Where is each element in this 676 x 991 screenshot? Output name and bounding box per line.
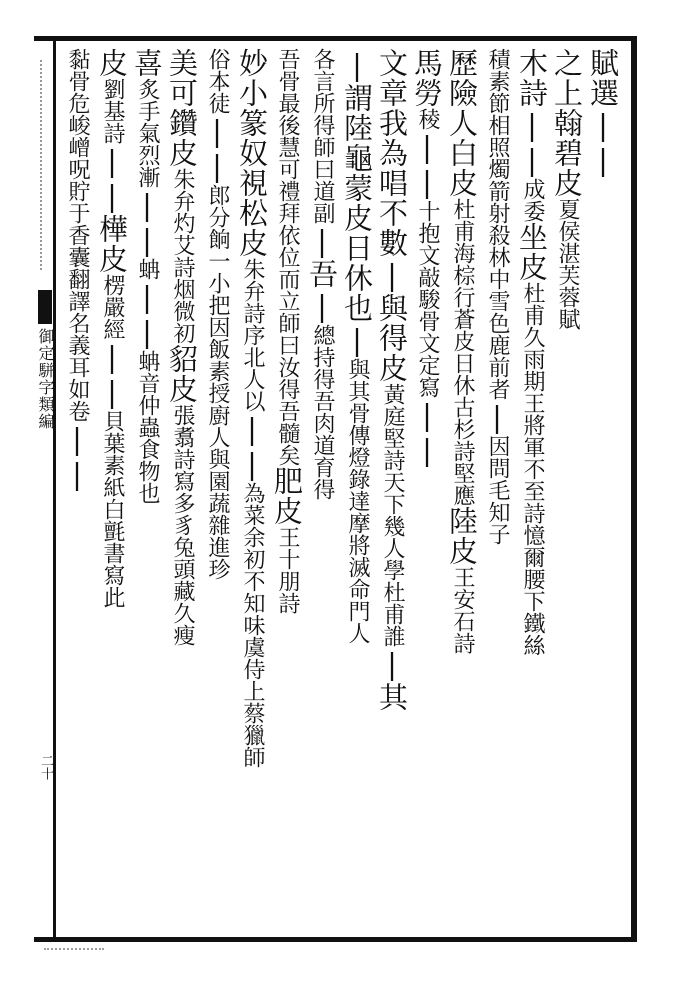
main-text: 文章我為唱不數 bbox=[375, 48, 409, 258]
main-text: | bbox=[305, 289, 339, 324]
main-text: 皮 bbox=[95, 48, 129, 78]
text-column bbox=[480, 48, 515, 930]
annotation-text: 上蔡獵師 bbox=[240, 680, 265, 768]
main-text: | bbox=[410, 130, 444, 165]
annotation-text: 各言所得師曰道副 bbox=[310, 48, 335, 224]
main-text: 肥皮 bbox=[270, 466, 304, 526]
annotation-text: 張翥詩寫多豸兔頭藏久瘦 bbox=[170, 404, 195, 646]
main-text: 鑽皮 bbox=[165, 108, 199, 168]
main-text: | bbox=[130, 188, 164, 223]
text-column bbox=[550, 48, 585, 930]
text-column bbox=[305, 48, 340, 930]
main-text: | bbox=[130, 223, 164, 258]
main-text: 其 bbox=[375, 682, 409, 712]
annotation-text: 因問毛知子 bbox=[485, 435, 510, 545]
main-text: | bbox=[586, 108, 620, 143]
main-text: | bbox=[410, 165, 444, 200]
main-text: | bbox=[515, 108, 549, 143]
text-column bbox=[200, 48, 235, 930]
annotation-text: 皮日休古杉詩堅應 bbox=[450, 330, 475, 506]
text-column bbox=[165, 48, 200, 930]
annotation-text: 杜甫海棕行蒼 bbox=[450, 198, 475, 330]
main-text: 陸皮 bbox=[445, 506, 479, 566]
annotation-text: 十抱文 bbox=[415, 200, 440, 266]
annotation-text: 朱弁詩序北人以 bbox=[240, 258, 265, 412]
text-column bbox=[60, 48, 95, 930]
annotation-text: 稜 bbox=[415, 108, 440, 130]
main-text: | bbox=[515, 143, 549, 178]
annotation-text: 王十朋詩 bbox=[275, 526, 300, 614]
annotation-text: 成委 bbox=[520, 178, 545, 222]
annotation-text: 夏侯湛芙蓉賦 bbox=[555, 198, 580, 330]
annotation-text: 郎分餉一小把因飯素授廚人與園蔬雜進珍 bbox=[205, 184, 230, 580]
main-text: 吾 bbox=[305, 259, 339, 289]
annotation-text: 與其骨傳燈錄達摩將滅命門人 bbox=[345, 358, 370, 644]
main-text: 喜 bbox=[130, 48, 164, 78]
main-text: | bbox=[130, 315, 164, 350]
annotation-text: 杜甫久雨期王將軍不至詩憶爾腰下鐵絲 bbox=[520, 282, 545, 656]
text-column bbox=[515, 48, 550, 930]
margin-rule bbox=[40, 60, 52, 270]
annotation-text: 黃庭堅詩天下幾人學杜甫誰 bbox=[380, 383, 405, 647]
main-text: | bbox=[95, 179, 129, 214]
main-text: | bbox=[340, 48, 374, 83]
annotation-text: 總持得吾肉道育得 bbox=[310, 324, 335, 500]
main-text: | bbox=[410, 398, 444, 433]
page-edge-mark bbox=[44, 948, 104, 962]
main-text: | bbox=[95, 375, 129, 410]
text-column bbox=[340, 48, 375, 930]
main-text: | bbox=[305, 224, 339, 259]
main-text: 之上翰 bbox=[550, 48, 584, 138]
text-column bbox=[375, 48, 410, 930]
annotation-text: 敲駿骨文定寫 bbox=[415, 266, 440, 398]
main-text: 貂皮 bbox=[165, 344, 199, 404]
annotation-text: 黏骨危峻嶒 bbox=[65, 48, 90, 158]
text-column bbox=[235, 48, 270, 930]
annotation-text: 朱弁灼艾詩烟微初 bbox=[170, 168, 195, 344]
main-text: | bbox=[60, 457, 94, 492]
text-area bbox=[60, 48, 620, 930]
main-text: 馬勞 bbox=[410, 48, 444, 108]
annotation-text: 俗本徒 bbox=[205, 48, 230, 114]
main-text: 木詩 bbox=[515, 48, 549, 108]
annotation-text: 王安石詩 bbox=[450, 566, 475, 654]
main-text: | bbox=[586, 143, 620, 178]
text-column bbox=[95, 48, 130, 930]
annotation-text: 箭射殺林中雪色鹿前者 bbox=[485, 180, 510, 400]
annotation-text: 楞嚴經 bbox=[100, 274, 125, 340]
margin-book-title: 御定駢字類編 bbox=[36, 328, 55, 430]
margin-folio-number: 二十 bbox=[38, 754, 53, 780]
main-text: 白皮 bbox=[445, 138, 479, 198]
annotation-text: 貝葉素紙白氈書寫此 bbox=[100, 410, 125, 608]
annotation-text: 蚺 bbox=[135, 258, 160, 280]
main-text: | bbox=[480, 400, 514, 435]
main-text: | bbox=[375, 258, 409, 293]
main-text: | bbox=[60, 422, 94, 457]
main-text: | bbox=[95, 340, 129, 375]
main-text: 樺皮 bbox=[95, 214, 129, 274]
annotation-text: 為菜余初不知味虞侍 bbox=[240, 482, 265, 680]
main-text: 坐皮 bbox=[515, 222, 549, 282]
main-text: | bbox=[200, 149, 234, 184]
main-text: | bbox=[95, 144, 129, 179]
main-text: 松皮 bbox=[235, 198, 269, 258]
annotation-text: 劉基詩 bbox=[100, 78, 125, 144]
main-text: 賦選 bbox=[586, 48, 620, 108]
annotation-text: 炙手氣烈漸 bbox=[135, 78, 160, 188]
main-text: | bbox=[130, 280, 164, 315]
main-text: | bbox=[410, 433, 444, 468]
text-column bbox=[445, 48, 480, 930]
annotation-text: 積素節相照燭 bbox=[485, 48, 510, 180]
main-text: 得皮 bbox=[375, 323, 409, 383]
text-column bbox=[410, 48, 445, 930]
main-text: | bbox=[200, 114, 234, 149]
annotation-text: 呪貯于香囊翻譯名義耳如卷 bbox=[65, 158, 90, 422]
fishtail-mark bbox=[38, 290, 52, 324]
annotation-text: 吾骨最後慧可禮拜依位而立師曰汝得吾髓矣 bbox=[275, 48, 300, 466]
text-column bbox=[585, 48, 620, 930]
main-text: | bbox=[375, 647, 409, 682]
text-column bbox=[270, 48, 305, 930]
text-column bbox=[130, 48, 165, 930]
main-text: 碧皮 bbox=[550, 138, 584, 198]
annotation-text: 蚺音仲蟲食物也 bbox=[135, 350, 160, 504]
main-text: | bbox=[235, 412, 269, 447]
main-text: | bbox=[340, 323, 374, 358]
main-text: 與 bbox=[375, 293, 409, 323]
main-text: | bbox=[235, 447, 269, 482]
main-text: 謂陸龜蒙皮日休也 bbox=[340, 83, 374, 323]
main-text: 美可 bbox=[165, 48, 199, 108]
main-text: 歷險人 bbox=[445, 48, 479, 138]
main-text: 妙小篆奴視 bbox=[235, 48, 269, 198]
